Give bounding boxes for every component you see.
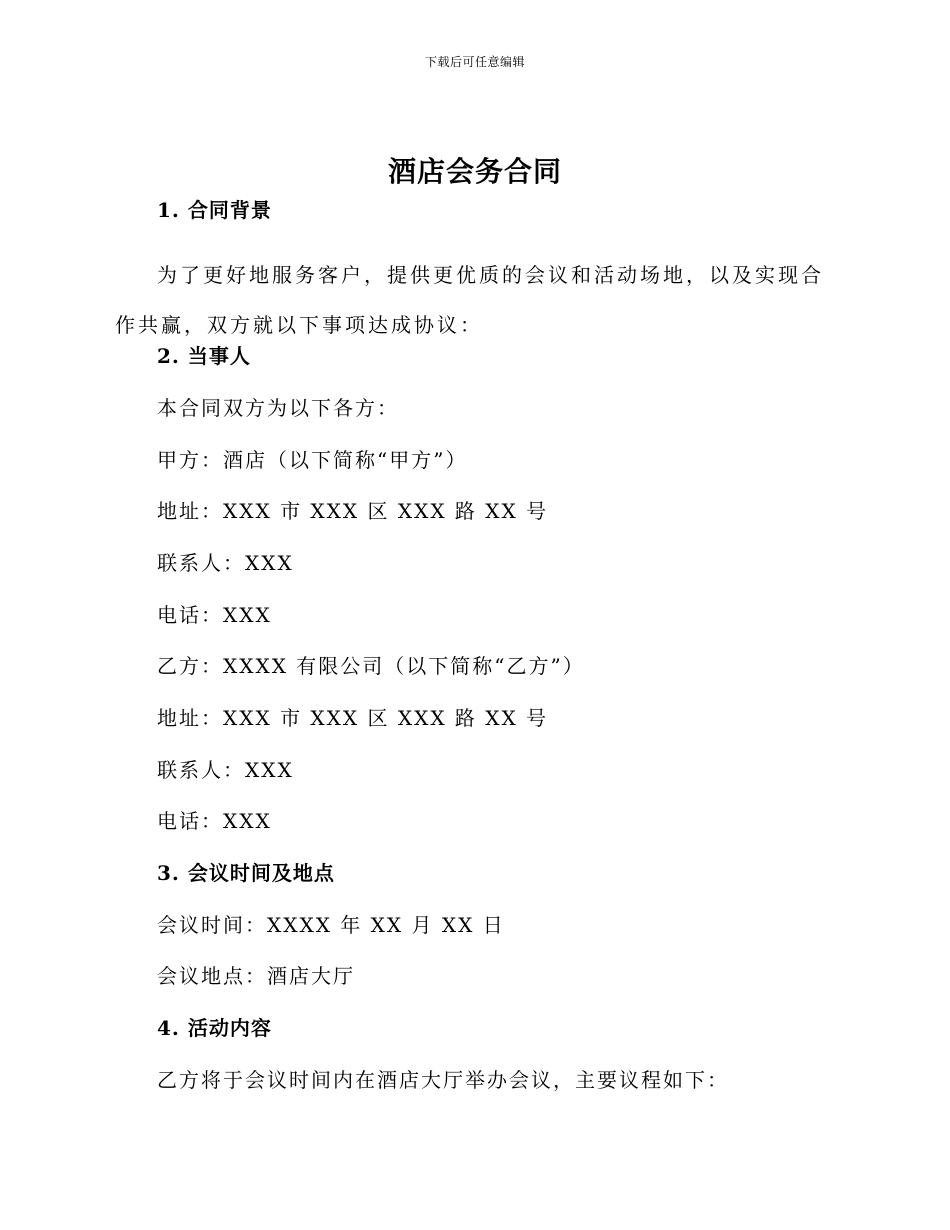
party-a-address: 地址：XXX 市 XXX 区 XXX 路 XX 号: [157, 499, 549, 523]
document-title: 酒店会务合同: [387, 155, 562, 188]
party-a-phone: 电话：XXX: [157, 603, 272, 627]
section-heading-meeting: 3. 会议时间及地点: [157, 861, 335, 885]
meeting-place: 会议地点：酒店大厅: [157, 964, 355, 988]
section-heading-background: 1. 合同背景: [157, 198, 272, 222]
section-heading-activity: 4. 活动内容: [157, 1016, 272, 1040]
background-paragraph: 为了更好地服务客户，提供更优质的会议和活动场地，以及实现合作共赢，双方就以下事项达成协议：: [115, 263, 824, 337]
party-a-contact: 联系人：XXX: [157, 551, 294, 575]
activity-intro: 乙方将于会议时间内在酒店大厅举办会议，主要议程如下：: [157, 1068, 729, 1092]
background-paragraph-block: [115, 250, 835, 350]
meeting-time: 会议时间：XXXX 年 XX 月 XX 日: [157, 913, 505, 937]
party-b-contact: 联系人：XXX: [157, 758, 294, 782]
party-b-address: 地址：XXX 市 XXX 区 XXX 路 XX 号: [157, 706, 549, 730]
party-b-phone: 电话：XXX: [157, 809, 272, 833]
party-a-name: 甲方：酒店（以下简称“甲方”）: [157, 448, 468, 472]
party-b-name: 乙方：XXXX 有限公司（以下简称“乙方”）: [157, 654, 585, 678]
parties-intro: 本合同双方为以下各方：: [157, 396, 399, 420]
header-note: 下载后可任意编辑: [424, 55, 525, 69]
section-heading-parties: 2. 当事人: [157, 344, 251, 368]
